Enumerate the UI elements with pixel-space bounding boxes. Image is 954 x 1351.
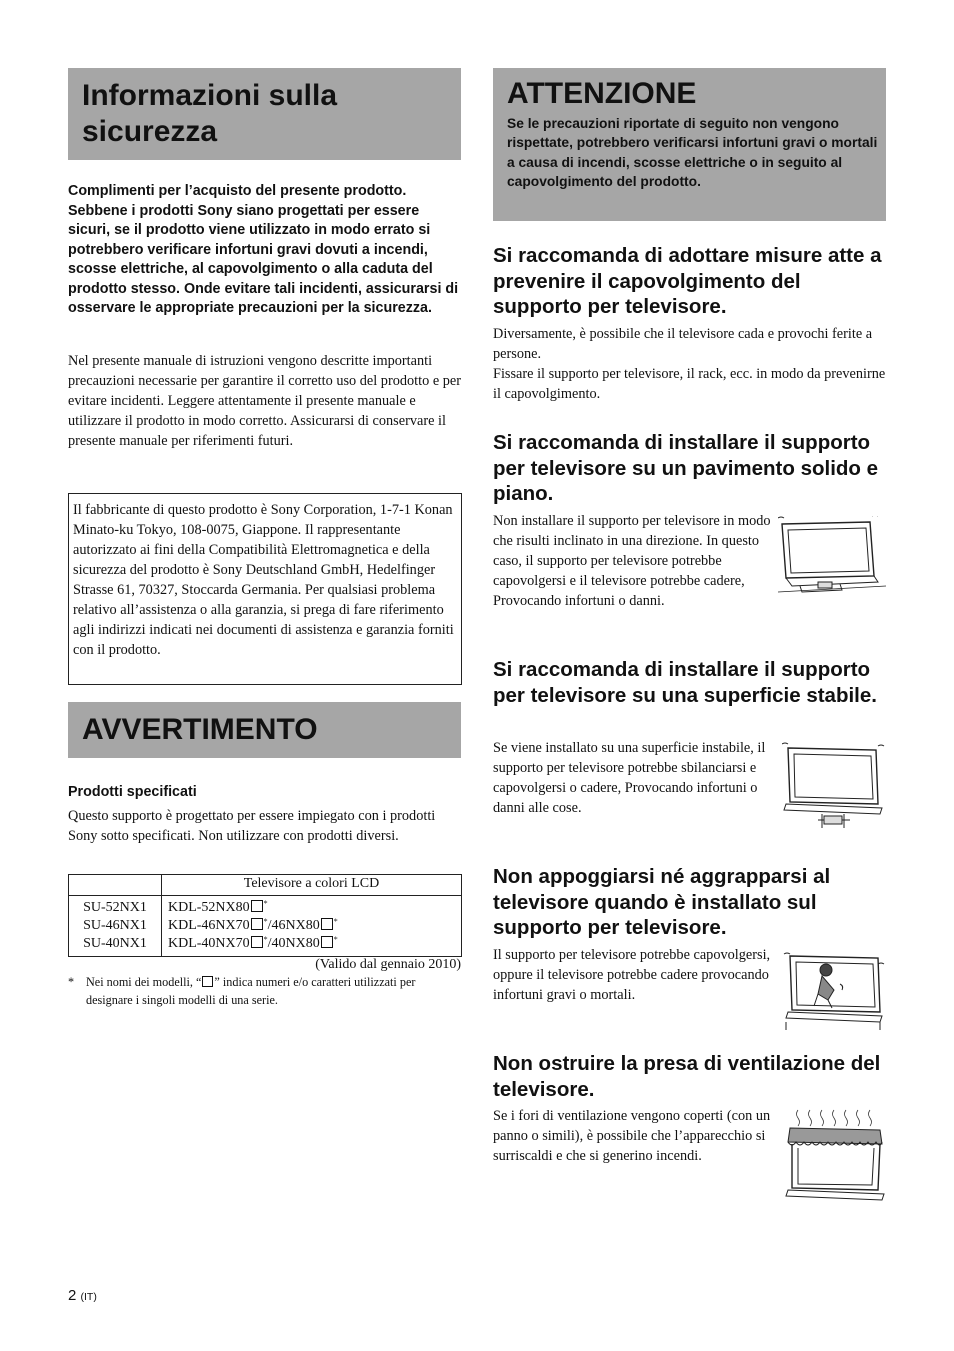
footnote-text <box>86 973 463 1009</box>
tv-model <box>168 917 455 935</box>
model-placeholder-box <box>251 918 263 930</box>
model-placeholder-box <box>321 918 333 930</box>
products-text: Questo supporto è progettato per essere impiegato con i prodotti Sony sotto specificati. Non utilizzare con prodotti diversi. <box>68 808 436 844</box>
valid-note: (Valido dal gennaio 2010) <box>315 957 461 972</box>
section-heading-ventilation: Non ostruire la presa di ventilazione del televisore. <box>493 1052 881 1101</box>
asterisk: * <box>263 899 268 908</box>
stand-models-cell <box>69 896 162 957</box>
footnote-mark: * <box>68 975 75 989</box>
stand-model: SU-52NX1 <box>83 900 147 915</box>
intro-text: Nel presente manuale di istruzioni vengono descritte importanti precauzioni necessarie per garantire il corretto uso del prodotto e per evitare incidenti. Leggere attentamente il presente manuale e utilizzare il prodotto in modo corretto. Assicurarsi di conservare il presente manuale per riferimenti futuri. <box>68 353 461 449</box>
section-text-stable-surface: Se viene installato su una superficie instabile, il supporto per televisore potrebbe sbilanciarsi e capovolgersi o cadere, Provocando infortuni o danni alle cose. <box>493 740 766 816</box>
section-text-tipping <box>493 324 888 404</box>
page-lang-code: (IT) <box>80 1291 97 1303</box>
caution-text: Se le precauzioni riportate di seguito non vengono rispettate, potrebbero verificarsi infortuni gravi o mortali a causa di incendi, scosse elettriche o in seguito al capovolgimento del prodotto. <box>507 116 878 189</box>
asterisk: * <box>333 935 338 944</box>
section-heading-no-leaning: Non appoggiarsi né aggrapparsi al televisore quando è installato sul supporto per televisore. <box>493 865 831 939</box>
model-placeholder-box <box>202 976 213 987</box>
section-text-solid-floor: Non installare il supporto per televisore in modo che risulti inclinato in una direzione. In questo caso, il supporto per televisore potrebbe capovolgersi e il televisore potrebbe cadere, Provocando infortuni o danni. <box>493 513 771 609</box>
section-text: Diversamente, è possibile che il televisore cada e provochi ferite a persone. <box>493 326 873 362</box>
model-placeholder-box <box>251 936 263 948</box>
page-number-value: 2 <box>68 1287 77 1304</box>
footnote-pre: Nei nomi dei modelli, “ <box>86 975 202 989</box>
page-number <box>68 1287 97 1306</box>
covered-vents-illustration <box>784 1108 886 1204</box>
manufacturer-text: Il fabbricante di questo prodotto è Sony Corporation, 1-7-1 Konan Minato-ku Tokyo, 108-0075, Giappone. Il rappresentante autorizzato ai fini della Compatibilità Elettromagnetica e della sicurezza del prodotto è Sony Deutschland GmbH, Hedelfinger Strasse 61, 70327, Stoccarda Germania. Per qualsiasi problema relativo all’assistenza o alla garanzia, si prega di fare riferimento agli indirizzi indicati nei documenti di assistenza e garanzia forniti con il prodotto. <box>73 502 454 658</box>
stand-model: SU-40NX1 <box>83 936 147 951</box>
model-placeholder-box <box>251 900 263 912</box>
tv-model-b: /40NX80 <box>267 936 320 951</box>
stand-model: SU-46NX1 <box>83 918 147 933</box>
asterisk: * <box>263 917 268 926</box>
table-row <box>69 896 462 957</box>
tv-model-a: KDL-46NX70 <box>168 918 250 933</box>
footnote-post: ” indica numeri e/o caratteri utilizzati per designare i singoli modelli di una serie. <box>86 975 416 1007</box>
safety-title-line1: Informazioni sulla <box>82 79 338 112</box>
child-climbing-illustration <box>782 950 886 1032</box>
caution-banner <box>493 68 886 221</box>
section-text: Fissare il supporto per televisore, il rack, ecc. in modo da prevenirne il capovolgimento. <box>493 366 886 402</box>
tv-model <box>168 899 455 917</box>
manufacturer-box <box>68 493 462 685</box>
tv-models-cell <box>162 896 462 957</box>
safety-title-line2: sicurezza <box>82 115 218 148</box>
model-placeholder-box <box>321 936 333 948</box>
unstable-surface-illustration <box>782 742 886 832</box>
safety-title-banner <box>68 68 461 160</box>
models-table <box>68 874 462 957</box>
asterisk: * <box>263 935 268 944</box>
asterisk: * <box>333 917 338 926</box>
tilted-floor-illustration <box>778 516 886 594</box>
intro-bold-text: Complimenti per l’acquisto del presente prodotto. Sebbene i prodotti Sony siano progettati per essere sicuri, se il prodotto viene utilizzato in modo errato si potrebbero verificare infortuni gravi dovuti a incendi, scosse elettriche, al capovolgimento o alla caduta del prodotto stesso. Onde evitare tali incidenti, assicurarsi di osservare le appropriate precauzioni per la sicurezza. <box>68 183 459 316</box>
safety-title <box>82 78 452 150</box>
caution-title: ATTENZIONE <box>507 77 697 110</box>
section-text-ventilation: Se i fori di ventilazione vengono coperti (con un panno o simili), è possibile che l’apparecchio si surriscaldi e che si generino incendi. <box>493 1108 771 1164</box>
table-header-cell: Televisore a colori LCD <box>162 875 462 896</box>
tv-model <box>168 935 455 953</box>
warning-title: AVVERTIMENTO <box>82 713 318 746</box>
section-text-no-leaning: Il supporto per televisore potrebbe capovolgersi, oppure il televisore potrebbe cadere provocando infortuni gravi o mortali. <box>493 947 771 1003</box>
products-heading: Prodotti specificati <box>68 784 197 800</box>
section-heading-tipping: Si raccomanda di adottare misure atte a prevenire il capovolgimento del supporto per televisore. <box>493 244 882 318</box>
section-heading-stable-surface: Si raccomanda di installare il supporto per televisore su una superficie stabile. <box>493 658 877 707</box>
section-heading-solid-floor: Si raccomanda di installare il supporto per televisore su un pavimento solido e piano. <box>493 431 879 505</box>
table-header-row <box>69 875 462 896</box>
tv-model-b: /46NX80 <box>267 918 320 933</box>
table-corner-cell <box>69 875 162 896</box>
warning-banner <box>68 702 461 758</box>
tv-model-a: KDL-52NX80 <box>168 900 250 915</box>
tv-model-a: KDL-40NX70 <box>168 936 250 951</box>
footnote <box>68 973 463 1009</box>
